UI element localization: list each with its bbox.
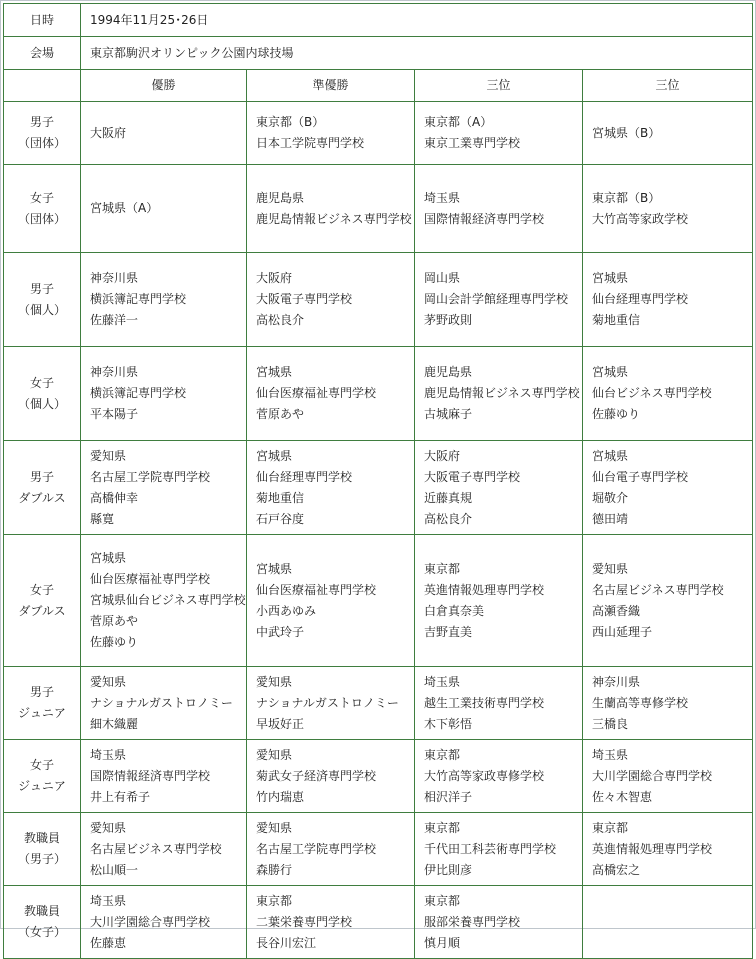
result-cell xyxy=(81,347,247,441)
date-row xyxy=(4,4,753,37)
result-line: 埼玉県 xyxy=(90,893,127,908)
result-cell xyxy=(247,165,415,253)
result-cell xyxy=(415,740,583,813)
category-label: 女子 xyxy=(29,582,54,597)
result-line: 菊地重信 xyxy=(592,313,641,327)
result-cell xyxy=(81,535,247,667)
result-line: 神奈川県 xyxy=(90,365,139,379)
result-line: 横浜簿記専門学校 xyxy=(90,292,187,306)
result-cell xyxy=(583,441,753,535)
result-line: 宮城県 xyxy=(592,448,629,463)
result-cell xyxy=(81,667,247,740)
result-cell xyxy=(583,886,753,959)
category-label: （女子） xyxy=(17,925,66,939)
result-line: 宮城県 xyxy=(256,561,293,576)
result-line: 大竹高等家政学校 xyxy=(592,211,689,226)
result-line: 名古屋工学院専門学校 xyxy=(90,469,211,484)
result-line: 埼玉県 xyxy=(592,747,629,762)
category-label: 男子 xyxy=(29,281,54,296)
result-line: 木下彰悟 xyxy=(424,716,473,731)
result-line: ナショナルガストロノミー xyxy=(256,695,399,710)
result-cell xyxy=(583,347,753,441)
category-cell xyxy=(4,886,81,959)
result-line: 仙台経理専門学校 xyxy=(256,469,353,484)
result-line: 近藤真規 xyxy=(424,490,473,505)
category-label: （個人） xyxy=(17,396,66,411)
result-line: 岡山会計学館経理専門学校 xyxy=(424,292,569,306)
category-label: 教職員 xyxy=(23,831,60,845)
result-cell xyxy=(247,535,415,667)
result-row xyxy=(4,102,753,165)
result-line: 大阪電子専門学校 xyxy=(424,469,521,484)
result-line: 宮城県（B） xyxy=(592,125,661,140)
result-line: 越生工業技術専門学校 xyxy=(424,695,545,710)
result-line: 古城麻子 xyxy=(424,407,473,421)
result-line: 茅野政則 xyxy=(424,313,473,327)
result-line: 松山順一 xyxy=(90,862,139,877)
category-label: （団体） xyxy=(17,136,66,150)
category-label: （男子） xyxy=(17,852,66,866)
result-cell xyxy=(247,347,415,441)
result-line: 鹿児島情報ビジネス専門学校 xyxy=(256,211,412,226)
result-cell xyxy=(247,102,415,165)
result-line: 菅原あや xyxy=(256,407,305,421)
result-cell xyxy=(81,165,247,253)
result-line: 仙台医療福祉専門学校 xyxy=(256,582,377,597)
result-line: 宮城県 xyxy=(90,551,127,565)
result-cell xyxy=(583,253,753,347)
result-line: 堀敬介 xyxy=(592,490,629,505)
result-cell xyxy=(415,886,583,959)
header-champion: 優勝 xyxy=(81,70,247,102)
result-line: 愛知県 xyxy=(256,674,293,689)
result-line: 名古屋ビジネス専門学校 xyxy=(90,841,222,856)
result-line: 慎月順 xyxy=(424,935,461,950)
result-line: 仙台電子専門学校 xyxy=(592,469,689,484)
result-line: 白倉真奈美 xyxy=(424,603,485,618)
result-line: 高松良介 xyxy=(256,313,305,327)
result-line: 東京都（B） xyxy=(592,190,661,205)
result-row xyxy=(4,535,753,667)
result-line: 仙台医療福祉専門学校 xyxy=(256,386,377,400)
category-cell xyxy=(4,667,81,740)
date-value: 1994年11月25･26日 xyxy=(81,4,753,37)
result-line: 東京都 xyxy=(424,893,461,908)
result-line: 愛知県 xyxy=(592,561,629,576)
result-cell xyxy=(415,102,583,165)
result-cell xyxy=(81,813,247,886)
result-cell xyxy=(247,441,415,535)
result-row xyxy=(4,253,753,347)
result-cell xyxy=(247,813,415,886)
result-cell xyxy=(81,253,247,347)
result-line: 菊地重信 xyxy=(256,490,305,505)
result-cell xyxy=(415,535,583,667)
result-cell xyxy=(81,441,247,535)
category-label: 女子 xyxy=(29,758,54,772)
result-line: 東京工業専門学校 xyxy=(424,136,521,150)
result-line: 東京都 xyxy=(256,893,293,908)
result-line: 服部栄養専門学校 xyxy=(424,914,521,929)
result-row xyxy=(4,813,753,886)
header-row xyxy=(4,70,753,102)
result-cell xyxy=(415,253,583,347)
result-line: 德田靖 xyxy=(592,511,629,526)
result-line: 東京都（B） xyxy=(256,115,325,129)
result-line: 早坂好正 xyxy=(256,716,305,731)
category-label: 男子 xyxy=(29,685,54,699)
result-line: 宮城県（A） xyxy=(90,201,159,215)
result-line: 埼玉県 xyxy=(424,190,461,205)
result-line: 東京都 xyxy=(424,747,461,762)
result-line: 宮城県 xyxy=(256,365,293,379)
category-label: 女子 xyxy=(29,375,54,390)
result-line: 佐藤ゆり xyxy=(592,407,641,421)
result-line: 小西あゆみ xyxy=(256,603,317,618)
category-label: ダブルス xyxy=(18,603,66,618)
venue-value: 東京都駒沢オリンピック公園内球技場 xyxy=(81,37,753,70)
result-cell xyxy=(415,441,583,535)
result-cell xyxy=(247,740,415,813)
result-line: 佐藤洋一 xyxy=(90,313,139,327)
result-line: 大阪府 xyxy=(256,271,293,285)
header-corner xyxy=(4,70,81,102)
result-cell xyxy=(247,667,415,740)
venue-row xyxy=(4,37,753,70)
result-line: 名古屋工学院専門学校 xyxy=(256,841,377,856)
result-line: 伊比則彦 xyxy=(424,862,473,877)
result-line: 日本工学院専門学校 xyxy=(256,136,365,150)
result-line: 鹿児島情報ビジネス専門学校 xyxy=(424,386,580,400)
result-cell xyxy=(415,667,583,740)
result-line: 愛知県 xyxy=(90,820,127,835)
result-line: 森勝行 xyxy=(256,862,293,877)
header-third-place: 三位 xyxy=(583,70,753,102)
category-label: 教職員 xyxy=(23,904,60,918)
result-cell xyxy=(583,165,753,253)
result-line: 埼玉県 xyxy=(90,747,127,762)
result-row xyxy=(4,740,753,813)
result-line: 高松良介 xyxy=(424,511,473,526)
result-line: 千代田工科芸術専門学校 xyxy=(424,841,557,856)
category-cell xyxy=(4,441,81,535)
category-cell xyxy=(4,740,81,813)
result-cell xyxy=(415,813,583,886)
result-line: 高瀬香織 xyxy=(592,603,641,618)
category-cell xyxy=(4,347,81,441)
result-line: 大川学園総合専門学校 xyxy=(592,768,713,783)
result-line: 神奈川県 xyxy=(592,674,641,689)
category-cell xyxy=(4,535,81,667)
result-line: 鹿児島県 xyxy=(424,365,473,379)
date-label: 日時 xyxy=(4,4,81,37)
result-row xyxy=(4,886,753,959)
result-line: 国際情報経済専門学校 xyxy=(424,211,545,226)
category-cell xyxy=(4,102,81,165)
venue-label: 会場 xyxy=(4,37,81,70)
result-line: 岡山県 xyxy=(424,271,461,285)
result-cell xyxy=(583,740,753,813)
result-line: 佐々木智恵 xyxy=(592,789,653,804)
category-label: （個人） xyxy=(17,302,66,317)
result-line: 細木織麗 xyxy=(90,716,139,731)
result-line: 愛知県 xyxy=(90,674,127,689)
result-cell xyxy=(81,886,247,959)
result-line: 縣寛 xyxy=(90,511,115,526)
result-line: 東京都 xyxy=(424,820,461,835)
result-line: 高橋宏之 xyxy=(592,862,641,877)
result-line: 井上有希子 xyxy=(90,789,151,804)
result-line: 宮城県 xyxy=(592,271,629,285)
result-line: 西山延理子 xyxy=(592,624,653,639)
result-line: 東京都 xyxy=(592,820,629,835)
result-line: 石戸谷度 xyxy=(256,511,305,526)
result-line: 佐藤ゆり xyxy=(90,635,139,649)
category-cell xyxy=(4,813,81,886)
result-line: 大阪電子専門学校 xyxy=(256,292,353,306)
result-line: 宮城県仙台ビジネス専門学校 xyxy=(90,593,246,607)
category-label: 女子 xyxy=(29,190,54,205)
result-line: 鹿児島県 xyxy=(256,190,305,205)
result-line: 竹内瑞恵 xyxy=(256,789,305,804)
result-line: 吉野直美 xyxy=(424,624,473,639)
result-line: 大阪府 xyxy=(90,125,127,140)
result-line: 愛知県 xyxy=(256,747,293,762)
result-line: 埼玉県 xyxy=(424,674,461,689)
result-line: 東京都 xyxy=(424,561,461,576)
result-row xyxy=(4,441,753,535)
result-line: 大竹高等家政専修学校 xyxy=(424,768,545,783)
result-line: 菊武女子経済専門学校 xyxy=(256,768,377,783)
result-line: 愛知県 xyxy=(90,448,127,463)
category-label: 男子 xyxy=(29,115,54,129)
result-line: 英進情報処理専門学校 xyxy=(592,841,713,856)
result-row xyxy=(4,347,753,441)
result-line: 平本陽子 xyxy=(90,407,139,421)
result-cell xyxy=(247,253,415,347)
result-row xyxy=(4,667,753,740)
category-cell xyxy=(4,165,81,253)
result-line: 神奈川県 xyxy=(90,271,139,285)
result-line: ナショナルガストロノミー xyxy=(90,695,233,710)
result-line: 菅原あや xyxy=(90,614,139,628)
result-line: 横浜簿記専門学校 xyxy=(90,386,187,400)
result-line: 国際情報経済専門学校 xyxy=(90,768,211,783)
category-label: ジュニア xyxy=(18,779,66,793)
result-cell xyxy=(583,667,753,740)
category-label: ダブルス xyxy=(18,490,66,505)
result-line: 高橋伸幸 xyxy=(90,490,139,505)
result-line: 長谷川宏江 xyxy=(256,935,317,950)
result-line: 三橋良 xyxy=(592,716,629,731)
result-line: 宮城県 xyxy=(592,365,629,379)
result-line: 生蘭高等専修学校 xyxy=(592,695,689,710)
category-label: （団体） xyxy=(17,211,66,226)
result-cell xyxy=(415,165,583,253)
result-line: 相沢洋子 xyxy=(424,789,473,804)
result-cell xyxy=(81,102,247,165)
result-cell xyxy=(247,886,415,959)
result-line: 仙台医療福祉専門学校 xyxy=(90,572,211,586)
result-rows xyxy=(4,102,753,959)
category-label: ジュニア xyxy=(18,706,66,720)
header-third-place: 三位 xyxy=(415,70,583,102)
result-line: 大川学園総合専門学校 xyxy=(90,914,211,929)
result-line: 佐藤恵 xyxy=(90,935,127,950)
result-cell xyxy=(583,813,753,886)
result-line: 東京都（A） xyxy=(424,115,493,129)
result-line: 大阪府 xyxy=(424,448,461,463)
result-cell xyxy=(583,535,753,667)
header-runner-up: 準優勝 xyxy=(247,70,415,102)
category-label: 男子 xyxy=(29,469,54,484)
result-line: 名古屋ビジネス専門学校 xyxy=(592,582,724,597)
result-cell xyxy=(415,347,583,441)
result-line: 中武玲子 xyxy=(256,624,305,639)
result-line: 英進情報処理専門学校 xyxy=(424,582,545,597)
result-cell xyxy=(81,740,247,813)
result-row xyxy=(4,165,753,253)
result-line: 仙台ビジネス専門学校 xyxy=(592,386,712,400)
category-cell xyxy=(4,253,81,347)
tournament-results-table xyxy=(3,3,753,959)
result-line: 仙台経理専門学校 xyxy=(592,292,689,306)
result-line: 二葉栄養専門学校 xyxy=(256,914,353,929)
result-cell xyxy=(583,102,753,165)
result-line: 宮城県 xyxy=(256,448,293,463)
result-line: 愛知県 xyxy=(256,820,293,835)
